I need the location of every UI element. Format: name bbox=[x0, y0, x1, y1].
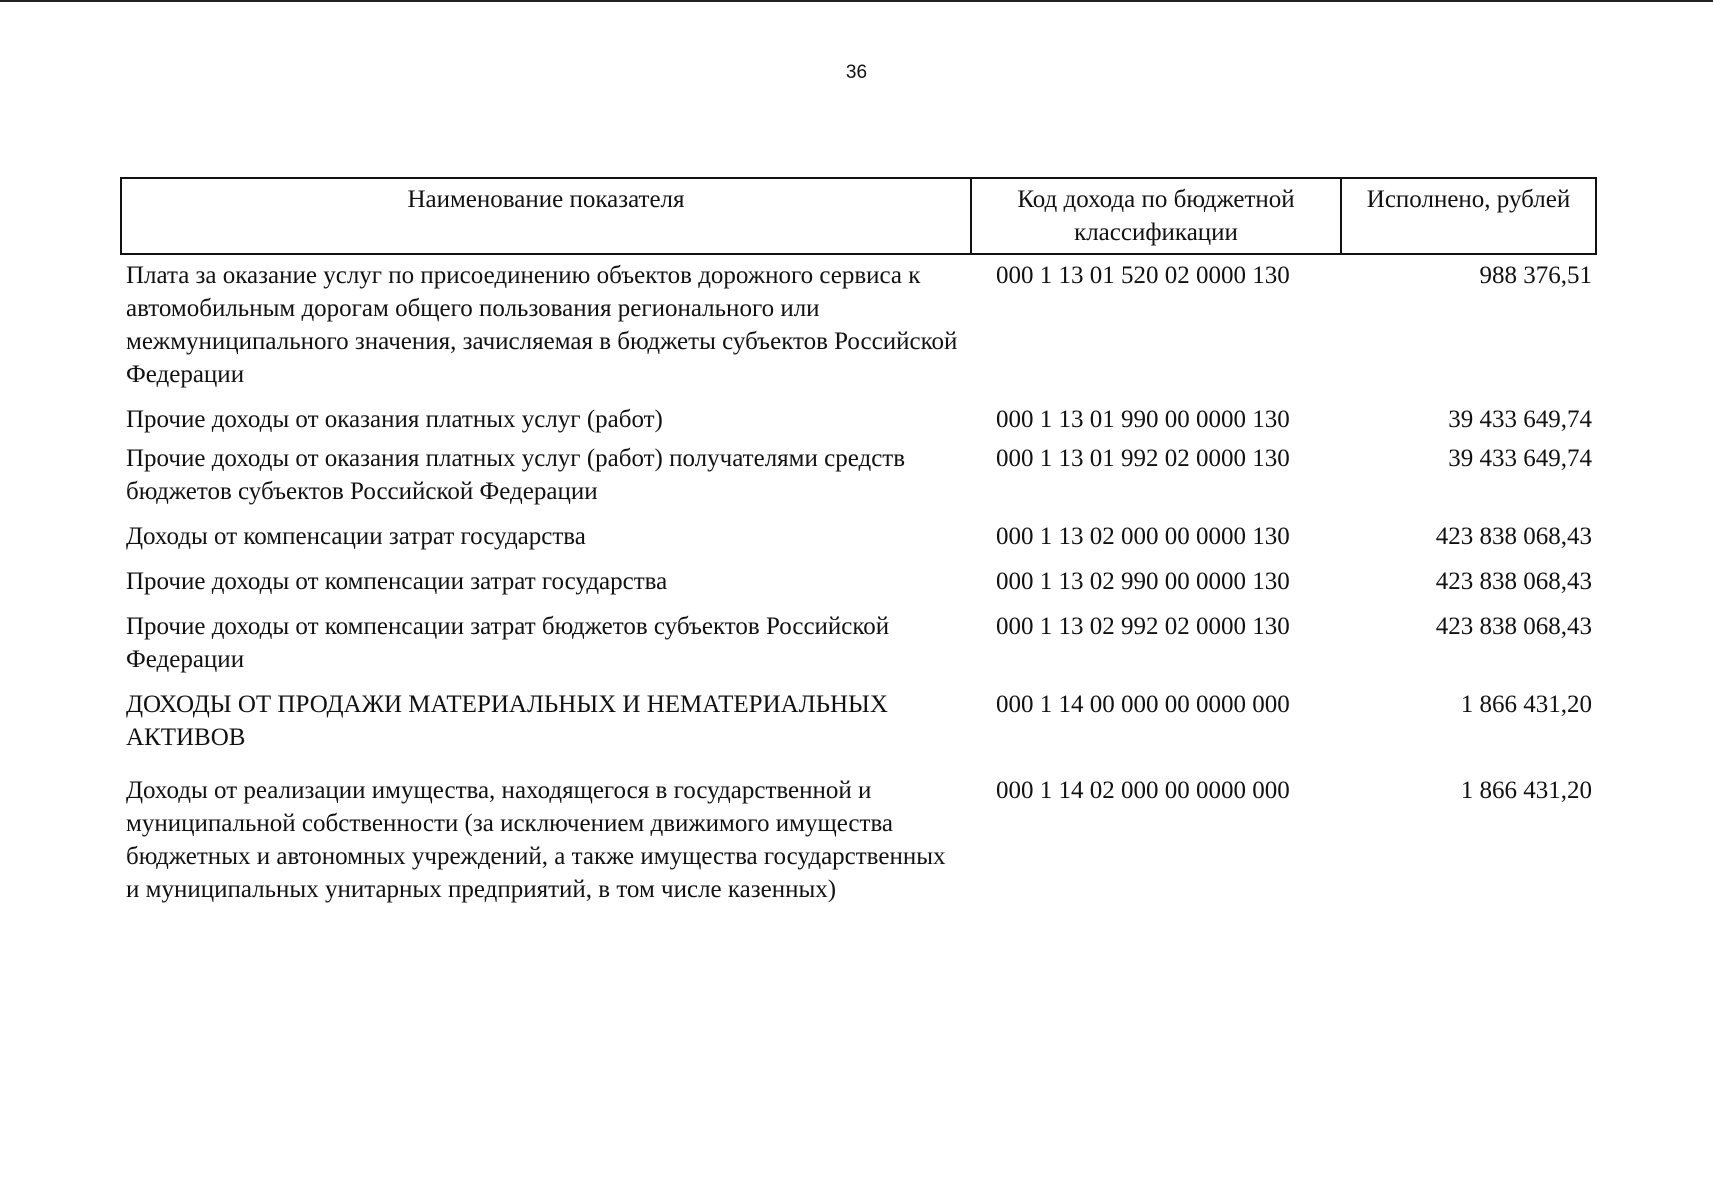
row-executed-amount: 423 838 068,43 bbox=[1435, 568, 1592, 595]
revenue-table bbox=[120, 177, 1597, 912]
row-indicator-name: Плата за оказание услуг по присоединению объектов дорожного сервиса к автомобильным дорогам общего пользования регионального или межмуниципального значения, зачисляемая в бюджеты субъектов Российской Федерации bbox=[126, 262, 958, 388]
row-budget-code: 000 1 13 01 992 02 0000 130 bbox=[996, 445, 1290, 472]
page-number: 36 bbox=[845, 62, 868, 83]
row-budget-code: 000 1 13 01 520 02 0000 130 bbox=[996, 262, 1290, 289]
row-budget-code: 000 1 14 00 000 00 0000 000 bbox=[996, 691, 1290, 718]
table-row bbox=[121, 688, 1596, 774]
row-budget-code: 000 1 14 02 000 00 0000 000 bbox=[996, 777, 1290, 804]
row-indicator-name: Прочие доходы от компенсации затрат государства bbox=[126, 568, 668, 595]
row-budget-code: 000 1 13 01 990 00 0000 130 bbox=[996, 406, 1290, 433]
top-border-line bbox=[0, 0, 1713, 2]
header-budget-code: Код дохода по бюджетной классификации bbox=[971, 178, 1341, 254]
table-row bbox=[121, 774, 1596, 912]
row-indicator-name: ДОХОДЫ ОТ ПРОДАЖИ МАТЕРИАЛЬНЫХ И НЕМАТЕРИАЛЬНЫХ АКТИВОВ bbox=[126, 691, 888, 751]
table-row bbox=[121, 254, 1596, 403]
row-budget-code: 000 1 13 02 000 00 0000 130 bbox=[996, 523, 1290, 550]
row-executed-amount: 1 866 431,20 bbox=[1460, 777, 1592, 804]
row-indicator-name: Доходы от реализации имущества, находящегося в государственной и муниципальной собственности (за исключением движимого имущества бюджетных и автономных учреждений, а также имущества государственных и муниципальных унитарных предприятий, в том числе казенных) bbox=[126, 777, 946, 903]
row-executed-amount: 988 376,51 bbox=[1479, 262, 1592, 289]
table-row bbox=[121, 610, 1596, 688]
table-row bbox=[121, 442, 1596, 520]
table-row bbox=[121, 520, 1596, 565]
row-executed-amount: 423 838 068,43 bbox=[1435, 613, 1592, 640]
row-executed-amount: 39 433 649,74 bbox=[1448, 406, 1592, 433]
header-indicator-name: Наименование показателя bbox=[121, 178, 971, 254]
row-budget-code: 000 1 13 02 990 00 0000 130 bbox=[996, 568, 1290, 595]
row-indicator-name: Доходы от компенсации затрат государства bbox=[126, 523, 586, 550]
row-executed-amount: 423 838 068,43 bbox=[1435, 523, 1592, 550]
row-indicator-name: Прочие доходы от компенсации затрат бюджетов субъектов Российской Федерации bbox=[126, 613, 890, 673]
row-executed-amount: 39 433 649,74 bbox=[1448, 445, 1592, 472]
row-indicator-name: Прочие доходы от оказания платных услуг (работ) bbox=[126, 406, 663, 433]
row-indicator-name: Прочие доходы от оказания платных услуг (работ) получателями средств бюджетов субъектов Российской Федерации bbox=[126, 445, 906, 505]
header-executed-amount: Исполнено, рублей bbox=[1341, 178, 1596, 254]
row-executed-amount: 1 866 431,20 bbox=[1460, 691, 1592, 718]
table-row bbox=[121, 403, 1596, 442]
table-header-row bbox=[121, 178, 1596, 254]
table-row bbox=[121, 565, 1596, 610]
row-budget-code: 000 1 13 02 992 02 0000 130 bbox=[996, 613, 1290, 640]
